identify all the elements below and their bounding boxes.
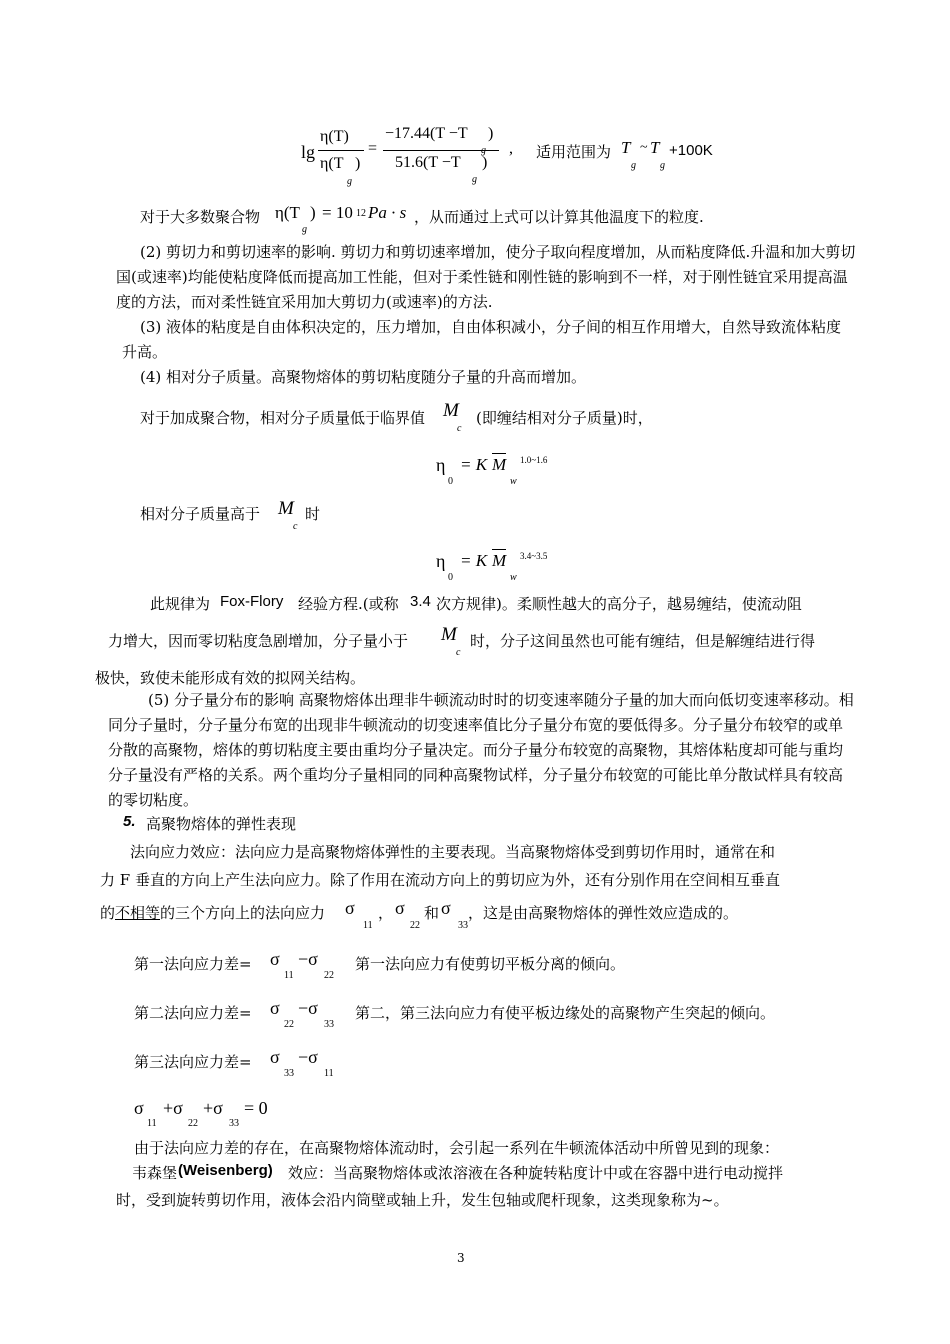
fox-l1e: 次方规律)。柔顺性越大的高分子，越易缠结，使流动阻 xyxy=(436,595,802,613)
fox-l3: 极快，致使未能形成有效的拟网关结构。 xyxy=(95,669,366,687)
diff2-label: 第二法向应力差= xyxy=(134,1004,252,1022)
ns-line1: 法向应力效应：法向应力是高聚物熔体弹性的主要表现。当高聚物熔体受到剪切作用时，通常在和 xyxy=(130,843,776,861)
diff3-label: 第三法向应力差= xyxy=(134,1053,252,1071)
fox-m: M xyxy=(441,624,457,645)
ns-underline: 不相等 xyxy=(115,904,161,922)
wlf-sub-g2: g xyxy=(481,145,486,156)
section-title: 高聚物熔体的弹性表现 xyxy=(146,815,297,833)
eq-high-exp: 3.4~3.5 xyxy=(520,551,548,561)
diff1-bsub: 22 xyxy=(324,970,334,981)
paragraph-shear: (2) 剪切力和剪切速率的影响. 剪切力和剪切速率增加，使分子取向程度增加，从而粘度降低.升温和加大剪切国(或速率)均能使粘度降低而提高加工性能，但对于柔性链和刚性链的影响到不一样，对于刚性链宜采用提高温度的方法，而对柔性链宜采用加大剪切力(或速率)的方法. xyxy=(116,243,856,311)
weis-line2: 时，受到旋转剪切作用，液体会沿内筒壁或轴上升，发生包轴或爬杆现象，这类现象称为~。 xyxy=(116,1191,729,1209)
weis-a: 韦森堡 xyxy=(132,1164,178,1182)
ns-s11: 11 xyxy=(363,920,373,931)
ns-and: 和 xyxy=(424,904,440,922)
paragraph-distribution: (5) 分子量分布的影响 高聚物熔体出理非牛顿流动时时的切变速率随分子量的加大而向低切变速率移动。相同分子量时，分子量分布宽的出现非牛顿流动的切变速率值比分子量分布宽的要低得多。分子量分布较窄的或单分散的高聚物，熔体的剪切粘度主要由重均分子量决定。而分子量分布较宽的高聚物，其熔体粘度却可能与重均分子量没有严格的关系。两个重均分子量相同的同种高聚物试样，分子量分布较宽的可能比单分散试样具有较高的零切粘度。 xyxy=(108,691,854,809)
fox-l1a: 此规律为 xyxy=(150,595,211,613)
addition-suffix: (即缠结相对分子质量)时， xyxy=(476,409,653,427)
sum-eq: = 0 xyxy=(244,1098,268,1118)
wlf-range-plus: +100K xyxy=(669,142,713,159)
diff1-label: 第一法向应力差= xyxy=(134,955,252,973)
wlf-den-right-close: ) xyxy=(482,154,488,171)
diff2-asub: 22 xyxy=(284,1019,294,1030)
wlf-range-text: 适用范围为 xyxy=(536,143,612,161)
sum-s1: σ xyxy=(134,1098,144,1118)
wlf-num-left: η(T) xyxy=(320,128,349,145)
diff1-a: σ xyxy=(270,949,280,969)
diff1-note: 第一法向应力有使剪切平板分离的倾向。 xyxy=(355,955,626,973)
fox-l1b: Fox-Flory xyxy=(220,593,284,610)
wlf-den-left: η(T xyxy=(320,155,344,172)
diff3-bsub: 11 xyxy=(324,1068,334,1079)
wlf-equals: = xyxy=(368,140,378,157)
eq-high-m: M xyxy=(492,551,507,570)
sum-p1: +σ xyxy=(163,1098,183,1118)
ns-comma: ， xyxy=(378,904,394,922)
ns-sigma1: σ xyxy=(345,898,355,918)
paragraph-phenomena: 由于法向应力差的存在，在高聚物熔体流动时，会引起一系列在牛顿流体活动中所曾见到的现象： xyxy=(134,1139,780,1157)
eq-high-eta: η xyxy=(436,551,446,571)
diff1-minus: −σ xyxy=(298,949,318,969)
wlf-den-left-close: ) xyxy=(355,155,361,172)
ns-s33: 33 xyxy=(458,920,468,931)
diff1-asub: 11 xyxy=(284,970,294,981)
visc-sub-g: g xyxy=(302,224,307,235)
wlf-den-right: 51.6(T −T xyxy=(395,154,461,171)
visc-exp: 12 xyxy=(356,208,366,219)
sum-sub1: 11 xyxy=(147,1118,157,1129)
fox-l1d: 3.4 xyxy=(410,593,431,610)
eq-high-subw: w xyxy=(510,572,517,583)
eq-high-sub0: 0 xyxy=(448,572,453,583)
visc-close: ) xyxy=(310,203,316,222)
above-sub-c: c xyxy=(293,521,298,532)
addition-sub-c: c xyxy=(457,423,462,434)
addition-prefix: 对于加成聚合物，相对分子质量低于临界值 xyxy=(140,409,426,427)
wlf-range-sub1: g xyxy=(631,160,636,171)
paragraph-molecular-weight: (4) 相对分子质量。高聚物熔体的剪切粘度随分子量的升高而增加。 xyxy=(140,368,587,386)
wlf-num-right-close: ) xyxy=(488,125,494,142)
above-suffix: 时 xyxy=(305,505,321,523)
sum-sub2: 22 xyxy=(188,1118,198,1129)
diff3-minus: −σ xyxy=(298,1047,318,1067)
addition-m: M xyxy=(443,400,459,421)
paragraph-pressure: (3) 液体的粘度是自由体积决定的，压力增加，自由体积减小，分子间的相互作用增大，自然导致流体粘度升高。 xyxy=(122,318,842,361)
visc-eta: η(T xyxy=(275,203,300,222)
above-prefix: 相对分子质量高于 xyxy=(140,505,261,523)
page-number: 3 xyxy=(457,1251,465,1265)
ns-line3a: 的 xyxy=(100,904,116,922)
fox-l2a: 力增大，因而零切粘度急剧增加，分子量小于 xyxy=(108,632,409,650)
fox-l1c: 经验方程.(或称 xyxy=(298,595,399,613)
eq-low-exp: 1.0~1.6 xyxy=(520,455,548,465)
visc-prefix: 对于大多数聚合物 xyxy=(140,208,261,226)
diff2-minus: −σ xyxy=(298,998,318,1018)
eq-low-eta: η xyxy=(436,455,446,475)
ns-line3c: ，这是由高聚物熔体的弹性效应造成的。 xyxy=(468,904,739,922)
above-m: M xyxy=(278,498,294,519)
visc-eq: = 10 xyxy=(322,203,353,222)
sum-sub3: 33 xyxy=(229,1118,239,1129)
ns-line2: 力 F 垂直的方向上产生法向应力。除了作用在流动方向上的剪切应为外，还有分别作用在空间相互垂直 xyxy=(100,871,780,889)
wlf-range-t1: T xyxy=(621,138,631,157)
eq-low-eq: = K xyxy=(460,455,488,474)
wlf-sub-g3: g xyxy=(472,174,477,185)
visc-unit: Pa · s xyxy=(368,203,407,222)
eq-low-subw: w xyxy=(510,476,517,487)
weis-c: 效应：当高聚物熔体或浓溶液在各种旋转粘度计中或在容器中进行电动搅拌 xyxy=(288,1164,784,1182)
lg-symbol: lg xyxy=(301,142,316,162)
ns-line3b: 的三个方向上的法向应力 xyxy=(160,904,326,922)
wlf-range-sub2: g xyxy=(660,160,665,171)
fox-l2b: 时，分子这间虽然也可能有缠结，但是解缠结进行得 xyxy=(470,632,816,650)
eq-high-eq: = K xyxy=(460,551,488,570)
eq-low-sub0: 0 xyxy=(448,476,453,487)
wlf-sub-g1: g xyxy=(347,176,352,187)
diff3-a: σ xyxy=(270,1047,280,1067)
sum-p2: +σ xyxy=(203,1098,223,1118)
wlf-comma: , xyxy=(509,140,513,157)
diff2-note: 第二，第三法向应力有使平板边缘处的高聚物产生突起的倾向。 xyxy=(355,1004,776,1022)
section-number: 5. xyxy=(123,813,136,830)
wlf-range-tilde: ~ xyxy=(640,140,648,155)
ns-sigma3: σ xyxy=(441,898,451,918)
ns-sigma2: σ xyxy=(395,898,405,918)
diff2-bsub: 33 xyxy=(324,1019,334,1030)
fox-sub-c: c xyxy=(456,647,461,658)
diff3-asub: 33 xyxy=(284,1068,294,1079)
ns-s22: 22 xyxy=(410,920,420,931)
weis-b: (Weisenberg) xyxy=(178,1162,273,1179)
diff2-a: σ xyxy=(270,998,280,1018)
visc-suffix: ，从而通过上式可以计算其他温度下的粒度. xyxy=(414,208,704,226)
wlf-range-t2: T xyxy=(650,138,660,157)
wlf-num-right: −17.44(T −T xyxy=(385,125,468,142)
eq-low-m: M xyxy=(492,455,507,474)
